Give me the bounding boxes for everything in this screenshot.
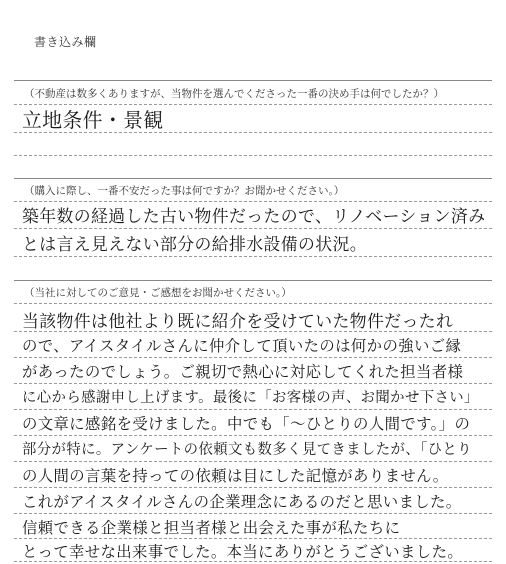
writing-line	[14, 513, 492, 514]
writing-line	[14, 256, 492, 257]
answer-3-line-2: ので、アイスタイルさんに仲介して頂いたのは何かの強いご縁	[22, 337, 462, 355]
answer-3-line-10: とって幸せな出来事でした。本当にありがとうございました。	[22, 543, 464, 561]
writing-line	[14, 461, 492, 462]
answer-3-line-7: の人間の言葉を持っての依頼は目にした記憶がありません。	[22, 467, 449, 485]
writing-line	[14, 487, 492, 488]
writing-line	[14, 132, 492, 133]
separator-line	[14, 280, 492, 281]
question-1: （不動産は数多くありますが、当物件を選んでくださった一番の決め手は何でしたか？）	[24, 88, 444, 100]
writing-line	[14, 228, 492, 229]
question-2: （購入に際し、一番不安だった事は何ですか？お聞かせください。）	[24, 185, 345, 197]
writing-line	[14, 538, 492, 539]
writing-line	[14, 409, 492, 410]
writing-line	[14, 561, 492, 562]
answer-3-line-6: 部分が特に。アンケートの依頼文も数多く見てきましたが、「ひとり	[22, 442, 472, 458]
answer-3-line-8: これがアイスタイルさんの企業理念にあるのだと思いました。	[22, 493, 462, 511]
answer-3-line-9: 信頼できる企業様と担当者様と出会えた事が私たちに	[22, 519, 401, 537]
answer-3-line-5: の文章に感銘を受けました。中でも「〜ひとりの人間です。」の	[22, 415, 471, 433]
separator-line	[14, 178, 492, 179]
answer-3-line-1: 当該物件は他社より既に紹介を受けていた物件だったれ	[22, 312, 454, 332]
answer-1-line-1: 立地条件・景観	[22, 108, 164, 132]
answer-3-line-4: に心から感謝申し上げます。最後に「お客様の声、お聞かせ下さい」	[22, 390, 479, 406]
writing-line	[14, 303, 492, 304]
writing-line	[14, 331, 492, 332]
question-3: （当社に対してのご意見・ご感想をお聞かせください。）	[24, 287, 292, 299]
answer-2-line-2: とは言え見えない部分の給排水設備の状況。	[22, 235, 368, 255]
writing-line	[14, 383, 492, 384]
separator-line	[14, 80, 492, 81]
writing-line	[14, 357, 492, 358]
answer-3-line-3: があったのでしょう。ご親切で熱心に対応してくれた担当者様	[22, 363, 464, 381]
form-title: 書き込み欄	[34, 35, 97, 49]
writing-line	[14, 435, 492, 436]
answer-2-line-1: 築年数の経過した古い物件だったので、リノベーション済み	[22, 207, 486, 227]
writing-line	[14, 155, 492, 156]
